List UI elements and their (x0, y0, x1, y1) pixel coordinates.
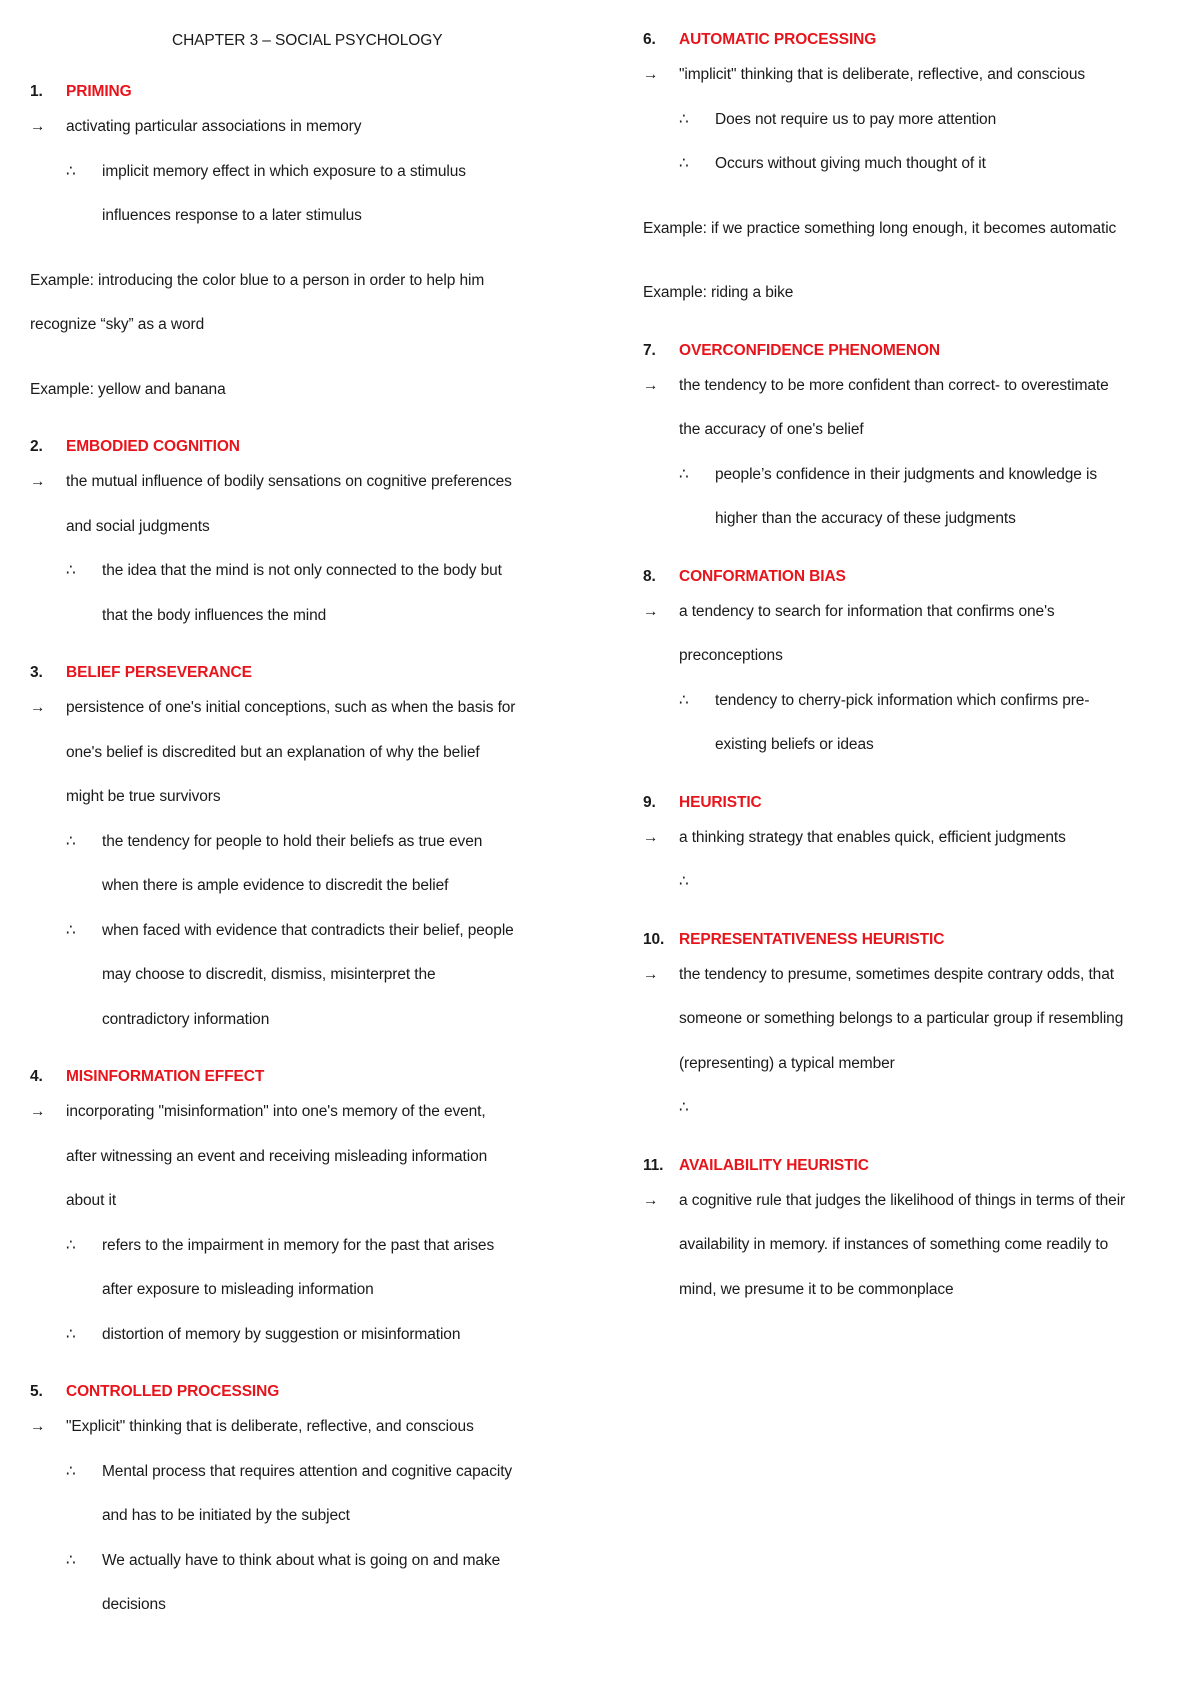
point-line (643, 506, 1183, 551)
therefore-symbol: ∴ (66, 562, 75, 579)
section-heading (30, 76, 590, 108)
definition-line (30, 784, 590, 829)
point-text: Does not require us to pay more attention (715, 110, 997, 128)
definition-text: a tendency to search for information that confirms one's (679, 602, 1055, 620)
section-heading (30, 657, 590, 689)
section-10 (643, 924, 1183, 1140)
definition-line (643, 373, 1183, 418)
arrow-icon: → (643, 376, 659, 394)
arrow-icon: → (30, 1418, 46, 1435)
therefore-symbol: ∴ (66, 1551, 75, 1569)
point-text: that the body influences the mind (102, 606, 327, 624)
point-line (30, 918, 590, 963)
therefore-symbol: ∴ (679, 873, 688, 890)
definition-text: about it (66, 1192, 117, 1209)
definition-text: availability in memory. if instances of something come readily to (679, 1236, 1109, 1253)
spacer (30, 248, 590, 268)
right-column (643, 28, 1183, 1321)
arrow-icon: → (30, 473, 46, 490)
section-number: 9. (643, 793, 656, 811)
point-line (643, 688, 1183, 733)
spacer (643, 196, 1183, 216)
point-text: We actually have to think about what is going on and make (102, 1551, 501, 1569)
section-number: 8. (643, 567, 656, 585)
point-text: when there is ample evidence to discredit the belief (102, 877, 449, 894)
therefore-symbol: ∴ (66, 1325, 75, 1343)
example-text: recognize “sky” as a word (30, 316, 205, 333)
definition-text: might be true survivors (66, 788, 221, 805)
therefore-icon (30, 159, 102, 204)
definition-text: mind, we presume it to be commonplace (679, 1280, 954, 1298)
therefore-icon (643, 151, 715, 196)
point-text: and has to be initiated by the subject (102, 1507, 350, 1524)
point-line (30, 1233, 590, 1278)
point-line (643, 1095, 1183, 1140)
point-line (30, 603, 590, 648)
therefore-symbol: ∴ (679, 691, 688, 709)
section-title: AUTOMATIC PROCESSING (679, 31, 877, 48)
definition-line (30, 1188, 590, 1233)
therefore-symbol: ∴ (66, 1462, 75, 1480)
section-title: AVAILABILITY HEURISTIC (679, 1156, 869, 1174)
section-title: CONFORMATION BIAS (679, 567, 846, 585)
definition-text: a cognitive rule that judges the likelihood of things in terms of their (679, 1191, 1126, 1209)
point-text: people’s confidence in their judgments and knowledge is (715, 465, 1097, 483)
definition-line (30, 1099, 590, 1144)
point-text: when faced with evidence that contradicts their belief, people (102, 921, 514, 939)
arrow-icon: → (643, 1191, 659, 1209)
point-text: implicit memory effect in which exposure to a stimulus (102, 162, 466, 180)
definition-line (643, 1051, 1183, 1096)
definition-text: the mutual influence of bodily sensations on cognitive preferences (66, 473, 512, 490)
point-line (30, 1459, 590, 1504)
definition-line (643, 1188, 1183, 1233)
arrow-icon: → (30, 699, 46, 716)
therefore-symbol: ∴ (66, 832, 75, 850)
definition-line (30, 740, 590, 785)
point-text: influences response to a later stimulus (102, 207, 362, 224)
section-number: 5. (30, 1383, 43, 1400)
definition-text: incorporating "misinformation" into one's memory of the event, (66, 1103, 486, 1120)
therefore-symbol: ∴ (679, 465, 688, 483)
point-line (30, 962, 590, 1007)
definition-line (643, 962, 1183, 1007)
therefore-icon (30, 1459, 102, 1504)
therefore-symbol: ∴ (679, 1099, 688, 1116)
definition-line (643, 825, 1183, 870)
definition-text: and social judgments (66, 517, 210, 535)
point-text: distortion of memory by suggestion or misinformation (102, 1325, 461, 1343)
therefore-symbol: ∴ (66, 1236, 75, 1254)
section-11 (643, 1150, 1183, 1322)
point-text: decisions (102, 1596, 166, 1613)
definition-line (643, 62, 1183, 107)
section-1 (30, 76, 590, 421)
therefore-symbol: ∴ (66, 162, 75, 180)
definition-text: "implicit" thinking that is deliberate, reflective, and conscious (679, 66, 1085, 83)
point-text: may choose to discredit, dismiss, misinterpret the (102, 966, 436, 983)
point-text: the tendency for people to hold their beliefs as true even (102, 832, 483, 850)
point-text: existing beliefs or ideas (715, 736, 874, 753)
point-line (30, 1503, 590, 1548)
point-line (30, 1548, 590, 1593)
point-line (30, 1322, 590, 1367)
section-title: HEURISTIC (679, 793, 762, 811)
definition-line (643, 417, 1183, 462)
point-line (30, 829, 590, 874)
arrow-icon: → (30, 1103, 46, 1120)
definition-text: someone or something belongs to a particular group if resembling (679, 1010, 1124, 1027)
therefore-icon (643, 869, 715, 914)
point-line (30, 159, 590, 204)
section-title: BELIEF PERSEVERANCE (66, 664, 252, 681)
section-9 (643, 787, 1183, 914)
point-line (643, 107, 1183, 152)
section-heading (30, 1061, 590, 1093)
section-title: EMBODIED COGNITION (66, 438, 240, 455)
arrow-icon: → (643, 66, 659, 83)
point-line (30, 558, 590, 603)
point-text: higher than the accuracy of these judgments (715, 510, 1016, 527)
arrow-icon: → (643, 602, 659, 620)
definition-text: (representing) a typical member (679, 1054, 895, 1072)
section-3 (30, 657, 590, 1051)
section-heading (30, 431, 590, 463)
definition-text: the tendency to presume, sometimes despite contrary odds, that (679, 965, 1114, 983)
definition-line (643, 1232, 1183, 1277)
therefore-icon (643, 462, 715, 507)
arrow-icon: → (643, 965, 659, 983)
definition-text: the accuracy of one's belief (679, 421, 864, 438)
definition-line (30, 114, 590, 159)
definition-line (30, 695, 590, 740)
point-line (643, 462, 1183, 507)
definition-line (30, 469, 590, 514)
point-line (643, 732, 1183, 777)
section-title: MISINFORMATION EFFECT (66, 1068, 265, 1085)
definition-text: one's belief is discredited but an explanation of why the belief (66, 743, 480, 761)
point-line (30, 1277, 590, 1322)
section-title: OVERCONFIDENCE PHENOMENON (679, 341, 941, 359)
definition-line (30, 514, 590, 559)
example-text: Example: introducing the color blue to a person in order to help him (30, 271, 485, 289)
section-heading (643, 1150, 1183, 1182)
definition-line (30, 1414, 590, 1459)
definition-line (643, 643, 1183, 688)
left-column (30, 28, 590, 1637)
therefore-symbol: ∴ (679, 110, 688, 128)
point-line (30, 1592, 590, 1637)
definition-text: a thinking strategy that enables quick, efficient judgments (679, 828, 1066, 846)
therefore-icon (643, 107, 715, 152)
page-title: CHAPTER 3 – SOCIAL PSYCHOLOGY (172, 32, 443, 49)
example-text: Example: yellow and banana (30, 380, 226, 398)
section-heading (643, 787, 1183, 819)
example-text: Example: if we practice something long enough, it becomes automatic (643, 219, 1117, 237)
section-number: 1. (30, 83, 43, 100)
therefore-symbol: ∴ (679, 155, 688, 172)
example-text: Example: riding a bike (643, 284, 794, 301)
section-number: 11. (643, 1156, 664, 1174)
point-text: after exposure to misleading information (102, 1281, 374, 1298)
section-number: 6. (643, 31, 656, 48)
therefore-icon (30, 1548, 102, 1593)
section-4 (30, 1061, 590, 1366)
section-heading (643, 24, 1183, 56)
section-heading (30, 1376, 590, 1408)
section-6 (643, 24, 1183, 325)
point-text: Mental process that requires attention and cognitive capacity (102, 1462, 513, 1480)
therefore-icon (30, 1322, 102, 1367)
therefore-icon (643, 1095, 715, 1140)
definition-line (643, 1006, 1183, 1051)
therefore-symbol: ∴ (66, 921, 75, 939)
therefore-icon (30, 829, 102, 874)
section-heading (643, 924, 1183, 956)
point-line (30, 203, 590, 248)
arrow-icon: → (30, 118, 46, 135)
therefore-icon (643, 688, 715, 733)
definition-line (643, 599, 1183, 644)
definition-text: "Explicit" thinking that is deliberate, reflective, and conscious (66, 1418, 474, 1435)
point-text: tendency to cherry-pick information which confirms pre- (715, 691, 1090, 709)
section-title: CONTROLLED PROCESSING (66, 1383, 280, 1400)
section-title: PRIMING (66, 83, 132, 100)
definition-text: the tendency to be more confident than correct- to overestimate (679, 376, 1109, 394)
spacer (643, 260, 1183, 280)
therefore-icon (30, 1233, 102, 1278)
definition-text: persistence of one's initial conceptions, such as when the basis for (66, 699, 516, 716)
section-2 (30, 431, 590, 647)
point-line (643, 151, 1183, 196)
point-text: refers to the impairment in memory for the past that arises (102, 1236, 495, 1254)
point-text: contradictory information (102, 1010, 270, 1028)
section-heading (643, 561, 1183, 593)
point-line (30, 873, 590, 918)
section-title: REPRESENTATIVENESS HEURISTIC (679, 930, 945, 948)
definition-text: activating particular associations in memory (66, 118, 362, 135)
point-text: the idea that the mind is not only connected to the body but (102, 562, 502, 579)
therefore-icon (30, 918, 102, 963)
therefore-icon (30, 558, 102, 603)
section-8 (643, 561, 1183, 777)
definition-line (643, 1277, 1183, 1322)
section-7 (643, 335, 1183, 551)
spacer (30, 357, 590, 377)
section-5 (30, 1376, 590, 1637)
point-line (643, 869, 1183, 914)
arrow-icon: → (643, 828, 659, 846)
section-number: 4. (30, 1068, 43, 1085)
definition-text: preconceptions (679, 647, 783, 664)
section-number: 7. (643, 341, 656, 359)
point-line (30, 1007, 590, 1052)
definition-text: after witnessing an event and receiving misleading information (66, 1147, 488, 1165)
section-number: 2. (30, 438, 43, 455)
section-number: 10. (643, 930, 665, 948)
point-text: Occurs without giving much thought of it (715, 155, 986, 172)
definition-line (30, 1144, 590, 1189)
section-heading (643, 335, 1183, 367)
section-number: 3. (30, 664, 43, 681)
